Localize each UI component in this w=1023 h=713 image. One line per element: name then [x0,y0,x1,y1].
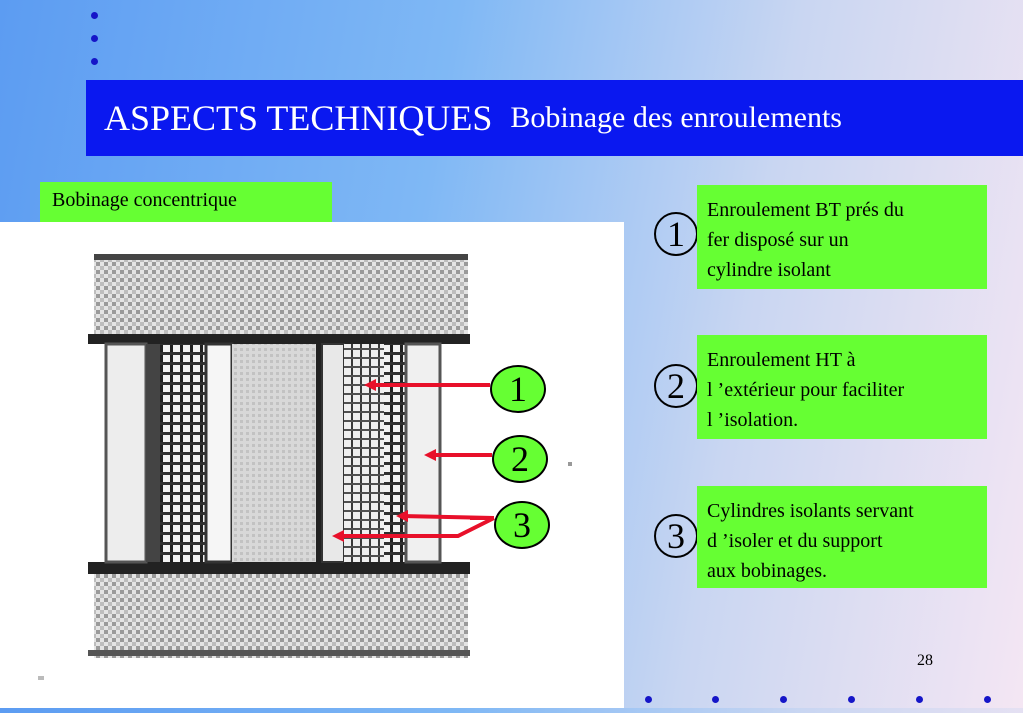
desc-number-1: 1 [654,212,698,256]
bullet-dot [916,696,923,703]
desc-line: l ’isolation. [707,409,799,431]
desc-number-3: 3 [654,514,698,558]
figure-callout-3: 3 [494,501,550,549]
winding-figure [0,222,624,708]
section-label: Bobinage concentrique [40,182,332,222]
bullet-dot [848,696,855,703]
description-box-3 [697,486,987,588]
bullet-dot [645,696,652,703]
desc-line: cylindre isolant [707,259,831,281]
bullet-dot [780,696,787,703]
slide-subtitle: Bobinage des enroulements [510,101,842,134]
bullet-dot [91,35,98,42]
desc-line: d ’isoler et du support [707,530,883,552]
bullet-dot [712,696,719,703]
desc-line: Enroulement HT à [707,349,856,371]
description-box-1 [697,185,987,289]
title-bar [86,80,1023,156]
iron-core [232,344,318,562]
left-winding [160,344,206,562]
left-inner-cylinder [206,344,232,562]
right-inner-cylinder [322,344,344,562]
top-yoke [88,254,470,344]
figure-callout-1: 1 [490,365,546,413]
left-insulation-cylinder [106,344,146,562]
bullet-dot [984,696,991,703]
desc-line: l ’extérieur pour faciliter [707,379,905,401]
figure-callout-2: 2 [492,435,548,483]
desc-line: fer disposé sur un [707,229,849,251]
left-ht-winding-edge [146,344,160,562]
desc-number-2: 2 [654,364,698,408]
page-number: 28 [917,652,933,669]
slide-title: ASPECTS TECHNIQUES [104,98,493,138]
desc-line: Cylindres isolants servant [707,500,914,522]
desc-line: Enroulement BT prés du [707,199,904,221]
bullet-dot [91,12,98,19]
ht-winding [384,344,406,562]
bottom-yoke [88,562,470,658]
desc-line: aux bobinages. [707,560,827,582]
bt-winding [344,344,384,562]
bullet-dot [91,58,98,65]
description-box-2 [697,335,987,439]
